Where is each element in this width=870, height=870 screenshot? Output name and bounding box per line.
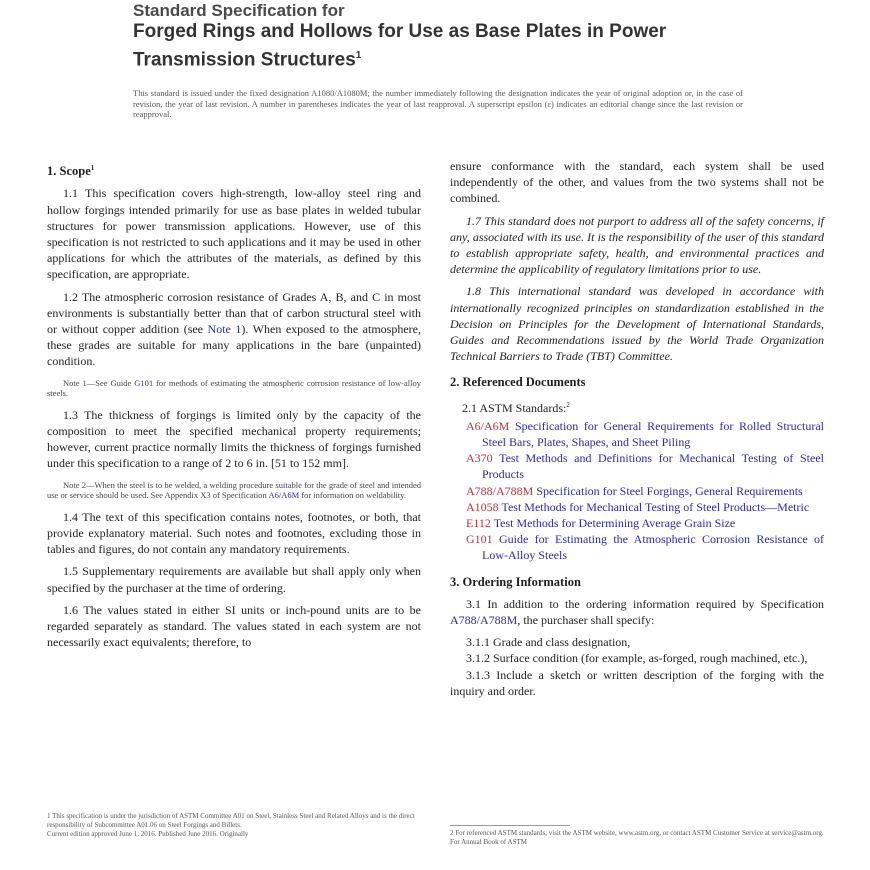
ref-code[interactable]: A788/A788M [466,483,534,498]
ref-item[interactable] [466,499,824,515]
ref-item[interactable] [466,515,824,531]
g101-link[interactable]: G101 [134,377,154,388]
a788-link[interactable]: A788/A788M [450,613,518,628]
section-ordering-title: 3. Ordering Information [450,574,581,589]
para-1-2-text-b: ). When exposed to the atmosphere, these grades are suitable for many applications in the bare (unpainted) condition. [47,321,421,369]
para-1-4: 1.4 The text of this specification contains notes, footnotes, or both, that provide explanatory material. Such notes and footnotes, excluding those in tables and figures, do not contain any mandatory requirements. [47,509,421,557]
note-2 [47,480,421,501]
para-3-1-text-a: 3.1 In addition to the ordering information required by Specification [466,596,824,611]
title-footnote-mark: 1 [355,50,362,61]
left-footnotes [47,812,421,839]
right-footnotes [450,825,824,847]
designation-preamble: This standard is issued under the fixed designation A1080/A1080M; the number immediately following the designation indicates the year of original adoption or, in the case of revision, the year of last revision. A number in parentheses indicates the year of last reapproval. A superscript epsilon (ε) indicates an editorial change since the last revision or reapproval. [133,88,743,119]
footnote-1-edition: Current edition approved June 1, 2016. Published June 2016. Originally [47,830,249,838]
para-1-3: 1.3 The thickness of forgings is limited only by the capacity of the composition to meet the specified mechanical property requirements; however, current practice normally limits the thickness of forgings furnished under this specification to a range of 2 to 6 in. [51 to 152 mm]. [47,407,421,471]
para-1-6-continued: ensure conformance with the standard, each system shall be used independently of the other, and values from the two systems shall not be combined. [450,159,824,206]
footnote-1: 1 This specification is under the jurisdiction of ASTM Committee A01 on Steel, Stainless Steel and Related Alloys and is the direct responsibility of Subcommittee A01.06 on Steel Forgings and Billets. [47,812,415,829]
para-1-6: 1.6 The values stated in either SI units or inch-pound units are to be regarded separately as standard. The values stated in each system are not necessarily exact equivalents; therefore, to [47,602,421,650]
ref-code[interactable]: A6/A6M [466,418,510,433]
para-3-1-1: 3.1.1 Grade and class designation, [466,635,631,650]
note-1-text-a: Note 1—See Guide [63,377,135,388]
astm-standards-intro [462,397,824,416]
para-1-2 [47,289,421,370]
section-referenced-docs-title: 2. Referenced Documents [450,375,586,390]
right-column [450,158,824,705]
para-3-1 [450,596,824,628]
ref-code[interactable]: A1058 [466,499,499,514]
ref-title[interactable]: Specification for General Requirements for Rolled Structural Steel Bars, Plates, Shapes, and Sheet Piling [482,418,824,450]
ref-title[interactable]: Specification for Steel Forgings, General Requirements [536,483,803,498]
note-1 [47,378,421,399]
note-1-link[interactable]: Note 1 [207,321,242,336]
ref-title[interactable]: Test Methods for Determining Average Grain Size [493,516,736,531]
ref-title[interactable]: Test Methods for Mechanical Testing of Steel Products—Metric [501,499,810,514]
para-3-1-text-b: , the purchaser shall specify: [517,613,655,628]
footnote-rule [450,825,570,826]
referenced-documents-list [450,418,824,564]
section-scope-title [47,160,421,179]
doc-title-line2: Transmission Structures [133,49,356,71]
para-1-1: 1.1 This specification covers high-strength, low-alloy steel ring and hollow forgings intended primarily for use as base plates in welded tubular structures for power transmission applications. However, use of this specification is not restricted to such applications and it may be used in other applications for which the attributes of the materials, as defined by this specification, are appropriate. [47,186,421,282]
scope-title-text: 1. Scope [47,164,91,179]
ref-item[interactable] [466,531,824,563]
ref-code[interactable]: G101 [466,532,493,547]
doc-title [133,20,773,72]
ref-title[interactable]: Test Methods and Definitions for Mechanical Testing of Steel Products [482,451,824,482]
ref-code[interactable]: A370 [466,451,493,466]
para-1-5: 1.5 Supplementary requirements are available but shall apply only when specified by the purchaser at the time of ordering. [47,564,421,595]
astm-standards-label: 2.1 ASTM Standards: [462,400,567,415]
astm-standards-mark: 2 [566,400,570,409]
document-header [133,0,773,72]
ref-item[interactable] [466,450,824,482]
para-3-1-2: 3.1.2 Surface condition (for example, as-forged, rough machined, etc.), [466,651,808,666]
left-column [47,158,421,656]
ref-code[interactable]: E112 [466,516,491,531]
note-2-text-a: Note 2—When the steel is to be welded, a welding procedure suitable for the grade of steel and intended use or service should be used. See Appendix X3 of Specification [47,479,421,501]
ref-item[interactable] [466,483,824,499]
note-1-text-b: for methods of estimating the atmospheric corrosion resistance of low-alloy steels. [47,377,421,399]
para-1-7: 1.7 This standard does not purport to address all of the safety concerns, if any, associated with its use. It is the responsibility of the user of this standard to establish appropriate safety, health, and environmental practices and determine the applicability of regulatory limitations prior to use. [450,213,824,277]
ref-title[interactable]: Guide for Estimating the Atmospheric Corrosion Resistance of Low-Alloy Steels [482,532,824,563]
footnote-2: 2 For referenced ASTM standards, visit the ASTM website, www.astm.org, or contact ASTM Customer Service at service@astm.org. For Annual Book of ASTM [450,829,824,846]
a6-link[interactable]: A6/A6M [268,490,300,501]
doc-title-prefix: Standard Specification for [133,1,345,20]
scope-footnote-mark: 1 [90,164,95,172]
note-2-text-b: for information on weldability. [299,490,406,501]
doc-title-line1: Forged Rings and Hollows for Use as Base Plates in Power [133,21,667,42]
para-1-2-text-a: 1.2 The atmospheric corrosion resistance of Grades A, B, and C in most environments is substantially better than that of carbon structural steel with or without copper addition (see [47,289,421,336]
para-3-1-3: 3.1.3 Include a sketch or written description of the forging with the inquiry and order. [450,667,824,698]
ref-item[interactable] [466,418,824,450]
para-1-8: 1.8 This international standard was developed in accordance with internationally recognized principles on standardization established in the Decision on Principles for the Development of International Standards, Guides and Recommendations issued by the World Trade Organization Technical Barriers to Trade (TBT) Committee. [450,284,824,364]
